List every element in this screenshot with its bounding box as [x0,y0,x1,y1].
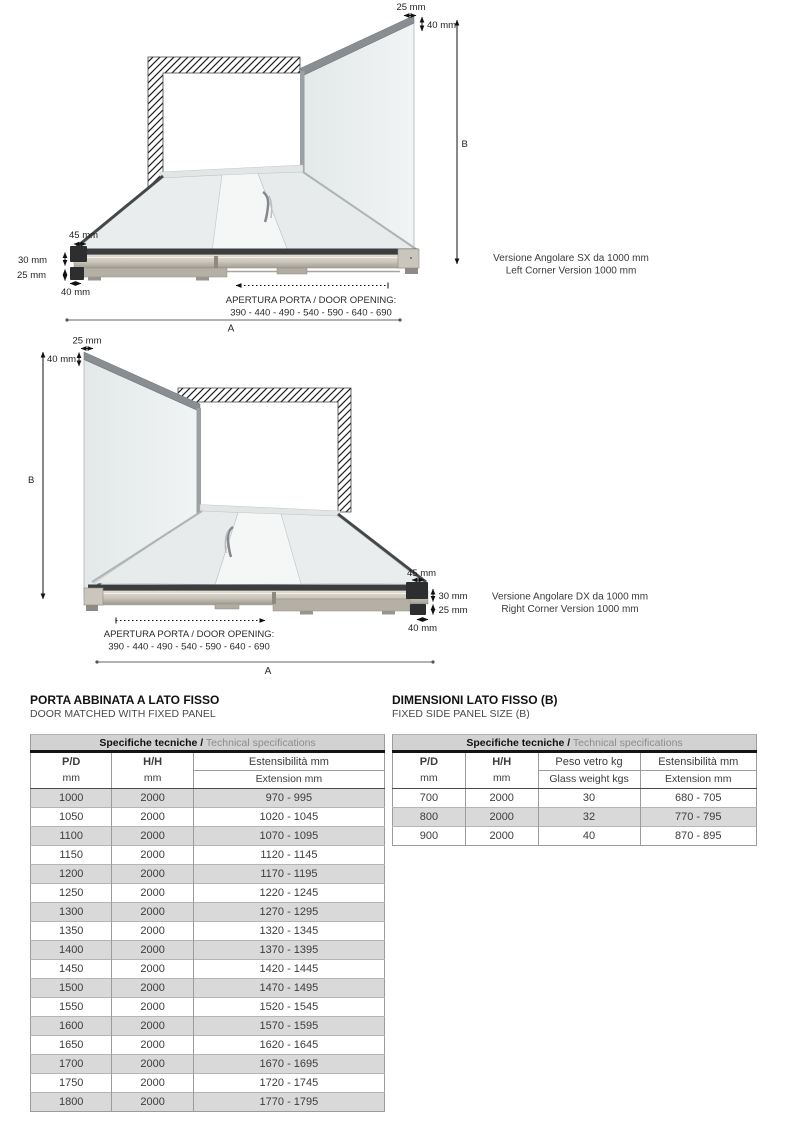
column-header-row [393,752,757,789]
dim-label-40mm-bottom: 40 mm [408,623,438,634]
table-cell: 1400 [31,941,112,960]
col-header-line1: Estensibilità mm [248,756,329,768]
table-cell: 2000 [112,865,193,884]
table-cell: 1600 [31,1017,112,1036]
table-cell: 2000 [112,998,193,1017]
table-cell: 1500 [31,979,112,998]
table-cell: 1300 [31,903,112,922]
table-row [31,1055,385,1074]
door-opening-sizes: 390 - 440 - 490 - 540 - 590 - 640 - 690 [108,641,270,653]
table-cell: 1320 - 1345 [193,922,384,941]
col-header-extension [640,752,757,789]
spec-header-bar [31,735,385,752]
table-cell: 1000 [31,789,112,808]
table-cell: 2000 [465,808,538,827]
section-title-english: FIXED SIDE PANEL SIZE (B) [392,708,530,720]
table-cell: 2000 [112,1017,193,1036]
table-row [31,960,385,979]
version-caption [493,253,649,277]
table-cell: 40 [538,827,640,846]
dim-label-45mm: 45 mm [69,230,99,241]
caption-italian: Versione Angolare DX da 1000 mm [491,591,649,603]
right-corner-drawing [0,333,791,685]
table-cell: 1700 [31,1055,112,1074]
table-cell: 1200 [31,865,112,884]
col-header-line2: mm [143,772,162,784]
spec-header-light: Technical specifications [570,736,683,749]
table-cell: 970 - 995 [193,789,384,808]
spec-header-light: Technical specifications [203,736,316,749]
col-header-line2: mm [420,772,438,784]
col-header-glass-weight [538,752,640,789]
door-carriage [74,268,227,277]
table-row [31,827,385,846]
table-cell: 1370 - 1395 [193,941,384,960]
table-cell: 2000 [112,1093,193,1112]
table-cell: 1220 - 1245 [193,884,384,903]
table-cell: 2000 [112,922,193,941]
col-header-line1: P/D [419,756,439,768]
dim-label-30mm: 30 mm [18,255,48,266]
profile-end-cap-right [398,249,419,268]
table-cell: 2000 [112,789,193,808]
spec-header-bold: Specifiche tecniche / [466,736,571,749]
table-cell: 2000 [112,1036,193,1055]
section-title-italian: DIMENSIONI LATO FISSO (B) [392,693,558,707]
dim-label-40mm-top: 40 mm [47,354,77,365]
table-cell: 30 [538,789,640,808]
table-cell: 1250 [31,884,112,903]
table-cell: 1620 - 1645 [193,1036,384,1055]
table-cell: 2000 [112,808,193,827]
spec-header-bar [393,735,757,752]
col-header-hh [465,752,538,789]
caption-italian: Versione Angolare SX da 1000 mm [493,253,649,264]
col-header-line1: Peso vetro kg [555,756,623,768]
table-cell: 1720 - 1745 [193,1074,384,1093]
table-cell: 1450 [31,960,112,979]
door-spec-table [30,734,385,1112]
col-header-extension [193,752,384,789]
dim-label-a: A [227,323,235,333]
table-row [31,1036,385,1055]
table-cell: 1350 [31,922,112,941]
section-title-english: DOOR MATCHED WITH FIXED PANEL [30,708,216,720]
table-cell: 1770 - 1795 [193,1093,384,1112]
table-cell: 2000 [112,827,193,846]
table-row [31,941,385,960]
table-cell: 1170 - 1195 [193,865,384,884]
door-spec-rows [31,789,385,1112]
table-cell: 700 [393,789,466,808]
table-row [31,808,385,827]
col-header-line2: Extension mm [641,770,757,788]
table-cell: 1150 [31,846,112,865]
door-opening-sizes: 390 - 440 - 490 - 540 - 590 - 640 - 690 [230,307,392,319]
table-cell: 1420 - 1445 [193,960,384,979]
table-cell: 1050 [31,808,112,827]
col-header-pd [393,752,466,789]
panel-spec-section [392,694,757,846]
left-corner-drawing [0,0,791,333]
table-row [31,1093,385,1112]
col-header-line1: Estensibilità mm [658,756,739,768]
col-header-line1: P/D [62,756,81,768]
table-cell: 2000 [112,1055,193,1074]
table-cell: 2000 [112,1074,193,1093]
table-row [31,922,385,941]
dim-label-25mm-top: 25 mm [72,335,102,347]
diagram-right-corner [0,333,791,690]
table-row [31,884,385,903]
table-cell: 1750 [31,1074,112,1093]
table-row [31,865,385,884]
col-header-line1: H/H [492,756,512,768]
panel-spec-rows [393,789,757,846]
col-header-line2: Extension mm [194,770,384,788]
profile-end-cap-right [406,582,428,599]
table-cell: 2000 [112,846,193,865]
table-cell: 2000 [112,884,193,903]
table-cell: 680 - 705 [640,789,757,808]
wall-hatch [178,388,351,512]
table-row [31,1074,385,1093]
col-header-line2: mm [492,772,511,784]
bottom-profile [70,246,419,281]
table-cell: 2000 [112,903,193,922]
table-cell: 900 [393,827,466,846]
table-cell: 1550 [31,998,112,1017]
table-cell: 2000 [465,789,538,808]
table-cell: 800 [393,808,466,827]
table-cell: 1470 - 1495 [193,979,384,998]
table-cell: 770 - 795 [640,808,757,827]
col-header-hh [112,752,193,789]
bottom-profile [84,582,428,615]
table-cell: 1020 - 1045 [193,808,384,827]
dim-label-25mm-bottom: 25 mm [438,605,468,616]
corner-post [197,408,202,514]
table-cell: 1570 - 1595 [193,1017,384,1036]
dim-label-40mm-bottom: 40 mm [61,287,91,298]
table-cell: 1520 - 1545 [193,998,384,1017]
version-caption [492,592,648,616]
door-opening-title: APERTURA PORTA / DOOR OPENING: [225,295,397,306]
profile-end-cap-left [84,588,103,605]
table-row [31,789,385,808]
door-spec-section [30,694,385,1112]
dim-label-25mm-top: 25 mm [396,2,426,13]
spec-header-bold: Specifiche tecniche / [99,736,204,749]
table-row [31,1017,385,1036]
col-header-line1: H/H [143,756,163,768]
table-cell: 2000 [112,941,193,960]
table-cell: 1800 [31,1093,112,1112]
table-row [393,827,757,846]
table-row [31,998,385,1017]
col-header-line2: mm [62,772,80,784]
table-row [31,979,385,998]
dim-label-30mm: 30 mm [438,591,468,602]
table-cell: 1270 - 1295 [193,903,384,922]
table-row [393,808,757,827]
dim-label-b: B [461,139,468,150]
table-cell: 2000 [112,960,193,979]
table-row [31,903,385,922]
column-header-row [31,752,385,789]
table-row [31,846,385,865]
caption-english: Right Corner Version 1000 mm [501,604,639,615]
door-carriage [273,599,410,611]
table-cell: 32 [538,808,640,827]
dim-label-b: B [28,475,35,486]
col-header-pd [31,752,112,789]
table-cell: 1670 - 1695 [193,1055,384,1074]
dim-label-40mm-top: 40 mm [427,20,457,31]
profile-end-cap-left [70,246,87,262]
table-cell: 1100 [31,827,112,846]
table-cell: 1120 - 1145 [193,846,384,865]
table-row [393,789,757,808]
section-title-italian: PORTA ABBINATA A LATO FISSO [30,693,220,707]
table-cell: 1650 [31,1036,112,1055]
corner-post [300,71,305,178]
dim-label-45mm: 45 mm [407,568,437,579]
dim-label-a: A [264,666,272,677]
table-cell: 870 - 895 [640,827,757,846]
table-cell: 2000 [112,979,193,998]
diagram-left-corner [0,0,791,338]
table-cell: 2000 [465,827,538,846]
dim-label-25mm-bottom: 25 mm [17,270,47,281]
table-cell: 1070 - 1095 [193,827,384,846]
panel-spec-table [392,734,757,846]
col-header-line2: Glass weight kgs [539,770,640,788]
door-opening-title: APERTURA PORTA / DOOR OPENING: [103,629,275,640]
caption-english: Left Corner Version 1000 mm [505,265,637,277]
